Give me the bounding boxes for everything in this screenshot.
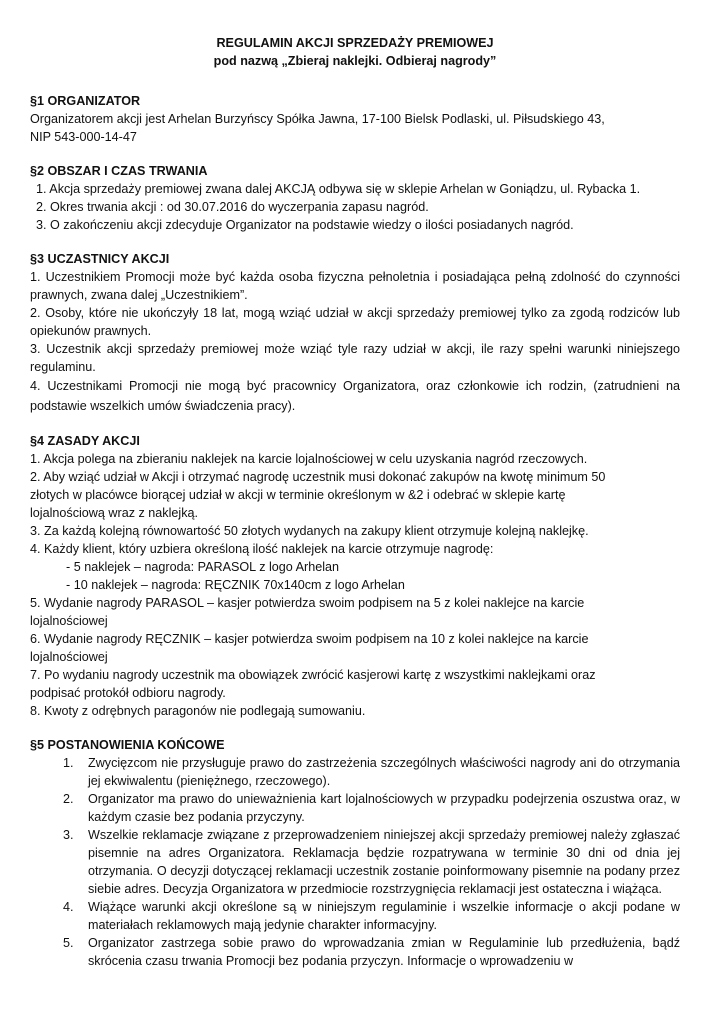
document-title-line2: pod nazwą „Zbieraj naklejki. Odbieraj nagrody” [213,54,497,68]
organizer-text-line2: NIP 543-000-14-47 [30,130,137,144]
section-heading: §1 ORGANIZATOR [30,94,141,108]
list-item-text: Zwycięzcom nie przysługuje prawo do zastrzeżenia szczególnych właściwości nagrody ani do otrzymania jej ekwiwalentu (pieniężnego, rzeczowego). [88,756,680,788]
regulation-document [30,34,680,970]
list-item: 4. Uczestnikami Promocji nie mogą być pracownicy Organizatora, oraz członkowie ich rodzin, (zatrudnieni na podstawie wszelkich umów świadczenia pracy). [30,379,680,413]
list-item [30,790,680,826]
list-item-continuation: złotych w placówce biorącej udział w akcji w terminie określonym w &2 i odebrać w sklepie kartę [30,488,566,502]
list-item: 2. Aby wziąć udział w Akcji i otrzymać nagrodę uczestnik musi dokonać zakupów na kwotę minimum 50 [30,470,606,484]
list-item: 8. Kwoty z odrębnych paragonów nie podlegają sumowaniu. [30,704,366,718]
list-item-text: Organizator ma prawo do unieważnienia kart lojalnościowych w przypadku podejrzenia oszustwa oraz, w każdym czasie bez podania przyczyny. [88,792,680,824]
section-heading: §3 UCZASTNICY AKCJI [30,252,170,266]
list-item-number: 5. [63,936,74,950]
list-item: 1. Uczestnikiem Promocji może być każda osoba fizyczna pełnoletnia i posiadająca pełną zdolność do czynności prawnych, zwana dalej „Uczestnikiem”. [30,270,680,302]
list-item-continuation: podpisać protokół odbioru nagrody. [30,686,226,700]
section-area-and-duration [30,162,680,234]
list-item: 3. Za każdą kolejną równowartość 50 złotych wydanych na zakupy klient otrzymuje kolejną naklejkę. [30,524,589,538]
document-title-line1: REGULAMIN AKCJI SPRZEDAŻY PREMIOWEJ [216,36,494,50]
list-item: 2. Okres trwania akcji : od 30.07.2016 do wyczerpania zapasu nagród. [36,200,429,214]
list-item: 5. Wydanie nagrody PARASOL – kasjer potwierdza swoim podpisem na 5 z kolei naklejce na karcie [30,596,585,610]
list-item-number: 4. [63,900,74,914]
list-item [30,754,680,790]
section-final-provisions [30,736,680,970]
section-heading: §4 ZASADY AKCJI [30,434,140,448]
list-item-text: Organizator zastrzega sobie prawo do wprowadzania zmian w Regulaminie lub przedłużenia, bądź skrócenia czasu trwania Promocji bez podania przyczyn. Informacje o wprowadzeniu w [88,936,680,968]
list-item-continuation: lojalnościową wraz z naklejką. [30,506,198,520]
list-item-continuation: lojalnościowej [30,614,108,628]
list-item [30,826,680,898]
list-item-number: 1. [63,756,74,770]
list-item-text: Wszelkie reklamacje związane z przeprowadzeniem niniejszej akcji sprzedaży premiowej należy zgłaszać pisemnie na adres Organizatora. Reklamacja będzie rozpatrywana w terminie 30 dni od dnia jej otrzymania. O decyzji dotyczącej reklamacji uczestnik zostanie poinformowany pisemnie na podany przez siebie adres. Decyzja Organizatora w przedmiocie rozstrzygnięcia reklamacji jest ostateczna i wiążąca. [88,828,680,896]
list-item-number: 3. [63,828,74,842]
list-item: 3. O zakończeniu akcji zdecyduje Organizator na podstawie wiedzy o ilości posiadanych nagród. [36,218,574,232]
list-item: 6. Wydanie nagrody RĘCZNIK – kasjer potwierdza swoim podpisem na 10 z kolei naklejce na karcie [30,632,589,646]
list-item-number: 2. [63,792,74,806]
list-item-continuation: lojalnościowej [30,650,108,664]
list-item: 1. Akcja sprzedaży premiowej zwana dalej AKCJĄ odbywa się w sklepie Arhelan w Goniądzu, ul. Rybacka 1. [36,182,641,196]
list-item [30,934,680,970]
list-item: 7. Po wydaniu nagrody uczestnik ma obowiązek zwrócić kasjerowi kartę z wszystkimi naklejkami oraz [30,668,596,682]
list-item [30,898,680,934]
list-item-text: Wiążące warunki akcji określone są w niniejszym regulaminie i wszelkie informacje o akcji podane w materiałach reklamowych mają jedynie charakter informacyjny. [88,900,680,932]
list-item: 3. Uczestnik akcji sprzedaży premiowej może wziąć tyle razy udział w akcji, ile razy spełni warunki niniejszego regulaminu. [30,342,680,374]
section-rules [30,432,680,720]
section-heading: §5 POSTANOWIENIA KOŃCOWE [30,738,225,752]
prize-item-towel: - 10 naklejek – nagroda: RĘCZNIK 70x140cm z logo Arhelan [66,578,405,592]
list-item: 2. Osoby, które nie ukończyły 18 lat, mogą wziąć udział w akcji sprzedaży premiowej tylko za zgodą rodziców lub opiekunów prawnych. [30,306,680,338]
organizer-text-line1: Organizatorem akcji jest Arhelan Burzyńscy Spółka Jawna, 17-100 Bielsk Podlaski, ul. Piłsudskiego 43, [30,112,605,126]
list-item: 4. Każdy klient, który uzbiera określoną ilość naklejek na karcie otrzymuje nagrodę: [30,542,494,556]
section-heading: §2 OBSZAR I CZAS TRWANIA [30,164,208,178]
section-participants [30,250,680,416]
prize-item-parasol: - 5 naklejek – nagroda: PARASOL z logo Arhelan [66,560,340,574]
section-organizer [30,92,680,146]
list-item: 1. Akcja polega na zbieraniu naklejek na karcie lojalnościowej w celu uzyskania nagród rzeczowych. [30,452,588,466]
final-provisions-list [30,754,680,970]
